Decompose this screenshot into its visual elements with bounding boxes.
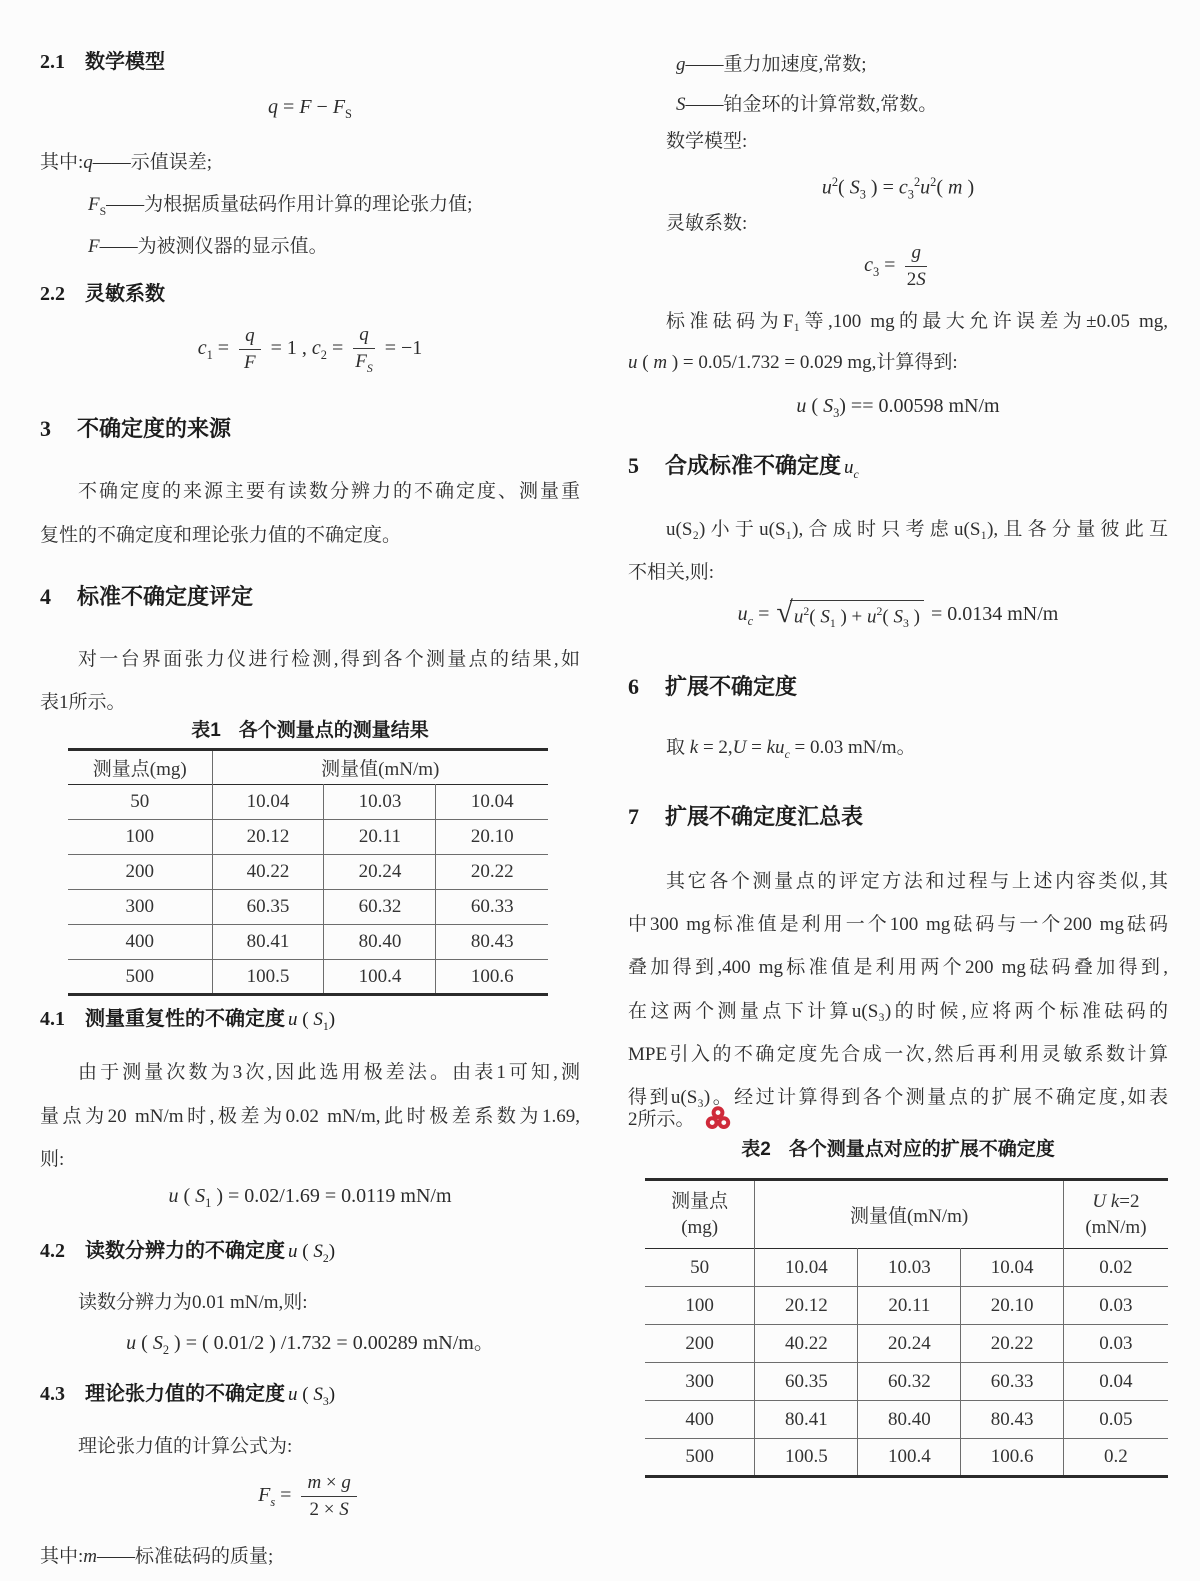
- table-cell: 10.03: [324, 785, 436, 820]
- table-cell: 20.10: [961, 1287, 1064, 1325]
- section-heading-7: [628, 801, 1168, 833]
- paragraph-line: 得到u(S₃)。经过计算得到各个测量点的扩展不确定度,如表: [628, 1087, 1168, 1108]
- table-row: [645, 1325, 1168, 1363]
- table-cell: 100: [685, 1294, 714, 1316]
- table-row: [68, 890, 548, 925]
- paragraph-line: 理论张力值的计算公式为:: [78, 1436, 293, 1457]
- table-label: 表1: [191, 720, 221, 741]
- paragraph-line: 不相关,则:: [628, 562, 715, 583]
- section-title: 合成标准不确定度: [665, 453, 842, 478]
- formula-u-s3: u ( $S_3) == 0.00598$ mN/m: [796, 395, 1000, 420]
- paragraph-line: 叠加得到,400 mg标准值是利用两个200 mg砝码叠加得到,: [628, 957, 1168, 978]
- header-line-math: U k=2: [1092, 1190, 1140, 1212]
- paragraph-line: 灵敏系数:: [666, 213, 748, 234]
- table-cell: 0.03: [1063, 1325, 1168, 1363]
- paragraph-line: 读数分辨力为0.01 mN/m,则:: [78, 1292, 308, 1313]
- table-cell: 0.03: [1063, 1287, 1168, 1325]
- table-label: 表2: [741, 1139, 771, 1160]
- formula-u2-s3: $u^2$( $S_3$ ) = $c_3^2u^2$( m ): [821, 175, 975, 202]
- heading-math: u ( $S_1$): [288, 1009, 336, 1033]
- heading-math: u ( $S_2$): [288, 1241, 336, 1265]
- section-title: 理论张力值的不确定度: [85, 1383, 285, 1405]
- table-row: [645, 1401, 1168, 1439]
- definition-line-m: 其中:m——标准砝码的质量;: [40, 1546, 274, 1567]
- table-cell: 60.35: [755, 1363, 858, 1401]
- table-title: 各个测量点对应的扩展不确定度: [788, 1139, 1055, 1160]
- table-row: [68, 855, 548, 890]
- section-heading-4-3: [40, 1378, 580, 1418]
- table-2-caption: [628, 1135, 1168, 1165]
- paragraph-line: 标准砝码为F₁等,100 mg的最大允许误差为±0.05 mg,: [666, 311, 1168, 332]
- table-cell: 100.5: [755, 1439, 858, 1477]
- table-cell: 100.6: [436, 960, 548, 995]
- section-title: 扩展不确定度汇总表: [665, 804, 864, 829]
- table-cell: 20.10: [436, 820, 548, 855]
- paragraph-line: 其它各个测量点的评定方法和过程与上述内容类似,其: [666, 871, 1168, 892]
- table-header-cell: 测量值(mN/m): [755, 1180, 1064, 1249]
- table-cell: 0.05: [1063, 1401, 1168, 1439]
- table-cell: 0.02: [1063, 1249, 1168, 1287]
- end-of-article-icon: [705, 1105, 731, 1131]
- formula-c3: $c_3$ = $\frac{g}{2S}$: [864, 242, 926, 290]
- table-row: [645, 1287, 1168, 1325]
- table-2: [645, 1178, 1168, 1478]
- table-cell: 100.6: [961, 1439, 1064, 1477]
- section-heading-3: [40, 413, 580, 445]
- table-cell: 20.12: [212, 820, 324, 855]
- table-cell: 0.2: [1063, 1439, 1168, 1477]
- left-column: [40, 0, 580, 1581]
- table-row: [68, 925, 548, 960]
- section-heading-4-1: [40, 1003, 580, 1043]
- table-cell: 10.04: [436, 785, 548, 820]
- table-cell: 80.40: [324, 925, 436, 960]
- section-number: 4.3: [40, 1383, 65, 1405]
- table-header-cell: 测量点(mg): [92, 759, 187, 780]
- table-header-cell: 测量值(mN/m): [212, 750, 548, 785]
- paragraph-line: 不确定度的来源主要有读数分辨力的不确定度、测量重: [78, 481, 580, 502]
- section-title: 读数分辨力的不确定度: [85, 1240, 285, 1262]
- section-title: 测量重复性的不确定度: [85, 1008, 285, 1030]
- table-row: [68, 960, 548, 995]
- section-number: 4: [40, 584, 51, 609]
- right-column: [628, 0, 1168, 1581]
- section-number: 5: [628, 453, 639, 478]
- section-number: 3: [40, 416, 51, 441]
- paragraph-line: 在这两个测量点下计算u(S₃)的时候,应将两个标准砝码的: [628, 1001, 1168, 1022]
- table-cell: 80.41: [212, 925, 324, 960]
- section-title: 标准不确定度评定: [77, 584, 254, 609]
- table-cell: 100.5: [212, 960, 324, 995]
- table-cell: 400: [685, 1408, 714, 1430]
- section-heading-2-1: [40, 46, 580, 78]
- section-heading-5: [628, 450, 1168, 491]
- table-cell: 60.35: [212, 890, 324, 925]
- table-row: [645, 1249, 1168, 1287]
- paragraph-line: u(S₂)小于u(S₁),合成时只考虑u(S₁),且各分量彼此互: [666, 519, 1168, 540]
- table-cell: 50: [690, 1256, 710, 1278]
- formula-fs: $F_s$ = $\frac{m \times g}{2 \times S}$: [40, 1471, 580, 1522]
- table-cell: 0.04: [1063, 1363, 1168, 1401]
- section-heading-2-2: [40, 278, 580, 310]
- table-cell: 80.41: [755, 1401, 858, 1439]
- formula-u-s1: u ( $S_1$ ) = 0.02/1.69 = 0.0119 mN/m: [168, 1185, 452, 1210]
- table-cell: 100: [125, 826, 154, 847]
- table-row: [68, 820, 548, 855]
- section-title: 扩展不确定度: [665, 674, 798, 699]
- paragraph-line: 对一台界面张力仪进行检测,得到各个测量点的结果,如: [78, 649, 580, 670]
- table-cell: 10.04: [961, 1249, 1064, 1287]
- paragraph-line: 中300 mg标准值是利用一个100 mg砝码与一个200 mg砝码: [628, 914, 1168, 935]
- paragraph-line: 表1所示。: [40, 692, 126, 713]
- formula-c1-c2: $c_1$ = $\frac{q}{F}$ = 1 , $c_2$ = $\frac{q}{F_S}$ = −1: [197, 324, 423, 375]
- table-cell: 60.33: [436, 890, 548, 925]
- heading-math: u ( $S_3$): [288, 1384, 336, 1408]
- table-header-row: [68, 750, 548, 785]
- table-cell: 60.32: [324, 890, 436, 925]
- section-number: 7: [628, 804, 639, 829]
- table-cell: 80.43: [961, 1401, 1064, 1439]
- paragraph-line: 数学模型:: [666, 131, 748, 152]
- paragraph-text: 2所示。: [628, 1109, 695, 1130]
- formula-uc: $u_c$ = √ $u^2$( $S_1$ ) + $u^2$( $S_3$ ) = 0.0134 mN/m: [737, 595, 1059, 630]
- table-row: [645, 1439, 1168, 1477]
- definition-line-F: F——为被测仪器的显示值。: [88, 236, 328, 257]
- table-cell: 10.03: [858, 1249, 961, 1287]
- table-cell: 10.04: [212, 785, 324, 820]
- section-number: 6: [628, 674, 639, 699]
- paragraph-line: [628, 1103, 1168, 1137]
- section-number: 4.2: [40, 1240, 65, 1262]
- section-heading-6: [628, 671, 1168, 703]
- paragraph-line-math: u ( m ) = 0.05/1.732 = 0.029 mg,计算得到:: [628, 352, 958, 373]
- table-cell: 300: [685, 1370, 714, 1392]
- paragraph-line: 复性的不确定度和理论张力值的不确定度。: [40, 525, 402, 546]
- definition-line-q: 其中:q——示值误差;: [40, 152, 213, 173]
- table-cell: 20.22: [436, 855, 548, 890]
- table-header-row: [645, 1180, 1168, 1249]
- table-cell: 20.22: [961, 1325, 1064, 1363]
- table-cell: 60.32: [858, 1363, 961, 1401]
- definition-line-S: S——铂金环的计算常数,常数。: [676, 94, 938, 115]
- table-cell: 80.43: [436, 925, 548, 960]
- table-cell: 200: [125, 861, 154, 882]
- formula-q: $q = F - F_S$: [268, 96, 352, 121]
- section-title: 灵敏系数: [85, 283, 165, 305]
- table-cell: 20.24: [858, 1325, 961, 1363]
- definition-line-Fs: $F_S——$为根据质量砝码作用计算的理论张力值;: [88, 194, 473, 218]
- paragraph-line: 由于测量次数为3次,因此选用极差法。由表1可知,测: [78, 1062, 580, 1083]
- table-cell: 400: [125, 931, 154, 952]
- table-cell: 20.24: [324, 855, 436, 890]
- table-header-cell: [645, 1180, 755, 1249]
- table-cell: 200: [685, 1332, 714, 1354]
- table-cell: 10.04: [755, 1249, 858, 1287]
- table-header-cell: [1063, 1180, 1168, 1249]
- header-line: (mN/m): [1085, 1216, 1147, 1238]
- section-heading-4: [40, 581, 580, 613]
- table-cell: 80.40: [858, 1401, 961, 1439]
- definition-line-g: g——重力加速度,常数;: [676, 54, 867, 75]
- table-title: 各个测量点的测量结果: [238, 720, 429, 741]
- section-heading-4-2: [40, 1235, 580, 1275]
- paragraph-line: 则:: [40, 1149, 65, 1170]
- section-number: 2.1: [40, 51, 65, 73]
- header-line: 测量点: [671, 1190, 729, 1212]
- heading-math: $u_c$: [844, 457, 859, 481]
- paragraph-line: MPE引入的不确定度先合成一次,然后再利用灵敏系数计算: [628, 1044, 1168, 1065]
- section-title: 不确定度的来源: [77, 416, 232, 441]
- table-row: [645, 1363, 1168, 1401]
- formula-u-s2: u ( $S_2$ ) = ( 0.01/2 ) /1.732 = 0.00289 mN/m。: [126, 1332, 494, 1357]
- table-cell: 100.4: [858, 1439, 961, 1477]
- paragraph-line: 量点为20 mN/m时,极差为0.02 mN/m,此时极差系数为1.69,: [40, 1106, 580, 1127]
- table-cell: 500: [125, 965, 154, 987]
- table-1-caption: [40, 716, 580, 746]
- section-title: 数学模型: [85, 51, 165, 73]
- table-1: [68, 748, 548, 996]
- section-number: 4.1: [40, 1008, 65, 1030]
- table-cell: 60.33: [961, 1363, 1064, 1401]
- table-cell: 20.11: [324, 820, 436, 855]
- table-row: [68, 785, 548, 820]
- table-cell: 40.22: [212, 855, 324, 890]
- table-cell: 20.12: [755, 1287, 858, 1325]
- paragraph-line-math: 取 $k = 2,U = ku_c = 0.03$ mN/m。: [666, 737, 916, 761]
- section-number: 2.2: [40, 283, 65, 305]
- table-cell: 300: [125, 896, 154, 917]
- table-cell: 500: [685, 1446, 714, 1467]
- header-line: (mg): [681, 1216, 719, 1238]
- table-cell: 100.4: [324, 960, 436, 995]
- table-cell: 40.22: [755, 1325, 858, 1363]
- table-cell: 50: [130, 791, 150, 812]
- table-cell: 20.11: [858, 1287, 961, 1325]
